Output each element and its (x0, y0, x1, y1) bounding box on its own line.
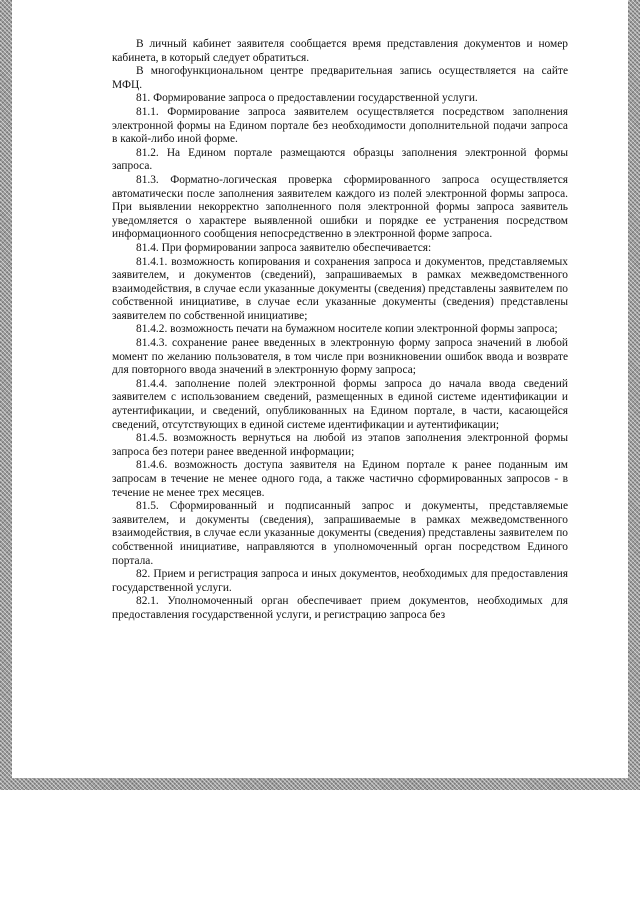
section-heading: 82. Прием и регистрация запроса и иных документов, необходимых для предоставления государственной услуги. (112, 568, 568, 594)
section-heading: 81. Формирование запроса о предоставлении государственной услуги. (136, 92, 478, 105)
scan-border-bottom (0, 778, 640, 790)
scan-border-left (0, 0, 12, 790)
document-page (112, 38, 568, 623)
paragraph: 81.4.6. возможность доступа заявителя на Едином портале к ранее поданным им запросам в течение не менее одного года, а также частично сформированных запросов - в течение не менее трех месяцев. (112, 459, 568, 499)
paragraph: 81.3. Форматно-логическая проверка сформированного запроса осуществляется автоматически после заполнения заявителем каждого из полей электронной формы запроса. При выявлении некорректно заполненного поля электронной формы запроса заявитель уведомляется о характере выявленной ошибки и порядке ее устранения посредством информационного сообщения непосредственно в электронной форме запроса. (112, 173, 568, 241)
paragraph: 81.4.3. сохранение ранее введенных в электронную форму запроса значений в любой момент по желанию пользователя, в том числе при возникновении ошибок ввода и возврате для повторного ввода значений в электронную форму запроса; (112, 337, 568, 377)
paragraph: В личный кабинет заявителя сообщается время представления документов и номер кабинета, в который следует обратиться. (112, 38, 568, 64)
paragraph: 81.1. Формирование запроса заявителем осуществляется посредством заполнения электронной формы на Едином портале без необходимости дополнительной подачи запроса в какой-либо иной форме. (112, 105, 568, 146)
paragraph: 81.4.4. заполнение полей электронной формы запроса до начала ввода сведений заявителем с использованием сведений, размещенных в единой системе идентификации и аутентификации, и сведений, опубликованных на Едином портале, в части, касающейся сведений, отсутствующих в единой системе идентификации и аутентификации; (112, 377, 568, 431)
paragraph: В многофункциональном центре предварительная запись осуществляется на сайте МФЦ. (112, 65, 568, 91)
paragraph: 81.4.1. возможность копирования и сохранения запроса и документов, представляемых заявителем, и документов (сведений), запрашиваемых в рамках межведомственного взаимодействия, в случае если указанные документы (сведения) представлены заявителем по собственной инициативе, в случае если указанные документы (сведения) представлены заявителем по собственной инициативе; (112, 255, 568, 322)
paragraph: 81.4.5. возможность вернуться на любой из этапов заполнения электронной формы запроса без потери ранее введенной информации; (112, 432, 568, 458)
paragraph: 81.5. Сформированный и подписанный запрос и документы, представляемые заявителем, и документы (сведения), запрашиваемые в рамках межведомственного взаимодействия, в случае если указанные документы (сведения) представлены заявителем по собственной инициативе, направляются в уполномоченный орган посредством Единого портала. (112, 500, 568, 567)
paragraph: 81.4.2. возможность печати на бумажном носителе копии электронной формы запроса; (136, 323, 558, 336)
paragraph: 82.1. Уполномоченный орган обеспечивает прием документов, необходимых для предоставления государственной услуги, и регистрацию запроса без (112, 595, 568, 621)
paragraph: 81.2. На Едином портале размещаются образцы заполнения электронной формы запроса. (112, 146, 568, 173)
paragraph: 81.4. При формировании запроса заявителю обеспечивается: (136, 241, 432, 254)
scan-border-right (628, 0, 640, 790)
